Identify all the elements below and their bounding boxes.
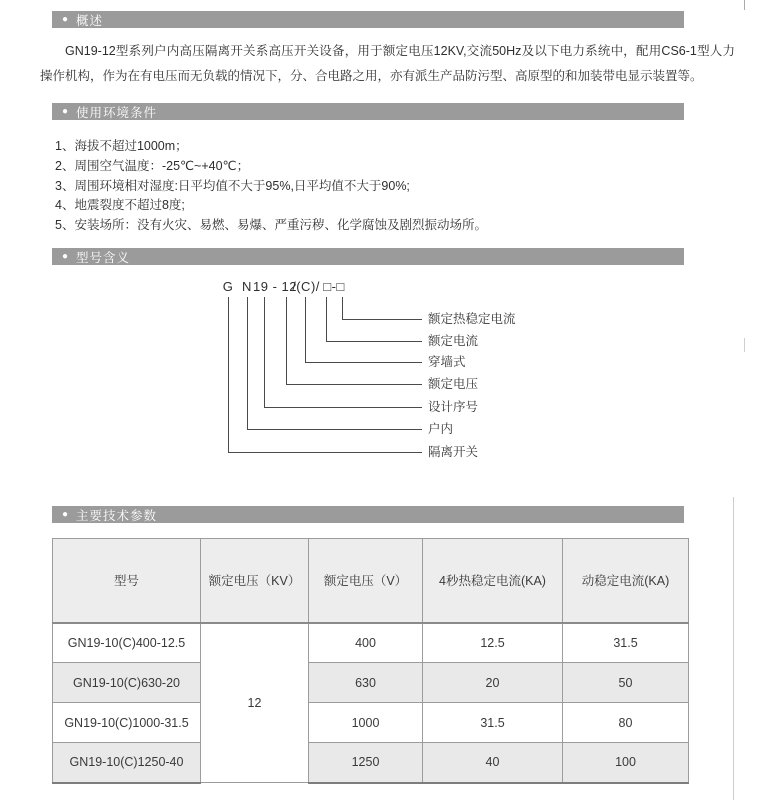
diagram-connector-line	[228, 297, 229, 452]
cell-value: 20	[423, 663, 563, 703]
cell-value: 100	[563, 743, 689, 783]
model-code-segment: 19 - 12	[253, 279, 297, 294]
scan-artifact-line	[733, 497, 734, 800]
cell-model: GN19-10(C)1250-40	[53, 743, 201, 783]
overview-paragraph: GN19-12型系列户内高压隔离开关系高压开关设备，用于额定电压12KV,交流50Hz及以下电力系统中，配用CS6-1型人力操作机构，作为在有电压而无负载的情况下，分、合电路之用，亦有派生产品防污型、高原型的和加装带电显示装置等。	[40, 44, 735, 83]
diagram-connector-line	[247, 297, 248, 429]
section-title-environment: 使用环境条件	[76, 105, 158, 120]
list-item: 2、周围空气温度：-25℃~+40℃；	[55, 158, 250, 173]
list-item: 4、地震裂度不超过8度;	[55, 198, 185, 213]
model-code-label: 隔离开关	[428, 445, 479, 459]
list-item: 5、安装场所：没有火灾、易燃、易爆、严重污秽、化学腐蚀及剧烈振动场所。	[55, 218, 487, 233]
col-header-rated-voltage-kv: 额定电压（KV）	[201, 539, 309, 623]
table-header-row	[53, 539, 689, 623]
section-title-model: 型号含义	[76, 250, 131, 265]
cell-value: 50	[563, 663, 689, 703]
model-code-label: 额定电压	[428, 377, 479, 391]
section-title-parameters: 主要技术参数	[76, 508, 158, 523]
cell-value: 31.5	[563, 623, 689, 663]
list-item: 3、周围环境相对湿度:日平均值不大于95%,日平均值不大于90%;	[55, 178, 410, 193]
diagram-connector-line	[326, 341, 422, 342]
diagram-connector-line	[286, 384, 422, 385]
diagram-connector-line	[305, 297, 306, 362]
diagram-connector-line	[342, 297, 343, 319]
model-code-segment: G	[222, 279, 234, 294]
diagram-connector-line	[286, 297, 287, 384]
diagram-connector-line	[342, 319, 422, 320]
diagram-connector-line	[247, 429, 422, 430]
section-header-overview	[52, 11, 684, 28]
cell-value: 80	[563, 703, 689, 743]
scan-artifact-line	[744, 338, 745, 352]
cell-value: 40	[423, 743, 563, 783]
section-header-environment	[52, 103, 684, 120]
section-title-overview: 概述	[76, 13, 104, 28]
bullet-icon: ●	[62, 508, 70, 520]
environment-conditions-list	[55, 137, 715, 236]
parameters-table	[52, 538, 688, 784]
model-code-label: 户内	[428, 422, 454, 436]
model-code-label: 额定电流	[428, 334, 479, 348]
bullet-icon: ●	[62, 105, 70, 117]
cell-value: 400	[309, 623, 423, 663]
section-header-model	[52, 248, 684, 265]
bullet-icon: ●	[62, 13, 70, 25]
table-row	[53, 703, 689, 743]
cell-value: 1000	[309, 703, 423, 743]
model-code-segment: □-□	[323, 279, 345, 294]
cell-model: GN19-10(C)400-12.5	[53, 623, 201, 663]
cell-rated-voltage-merged: 12	[201, 623, 309, 783]
bullet-icon: ●	[62, 250, 70, 262]
col-header-rated-voltage-v: 额定电压（V）	[309, 539, 423, 623]
cell-model: GN19-10(C)1000-31.5	[53, 703, 201, 743]
cell-value: 31.5	[423, 703, 563, 743]
list-item: 1、海拔不超过1000m；	[55, 139, 188, 153]
diagram-connector-line	[305, 362, 422, 363]
table-row	[53, 623, 689, 663]
scan-artifact-line	[744, 0, 745, 10]
model-code-label: 穿墙式	[428, 355, 466, 369]
model-code-label: 额定热稳定电流	[428, 312, 516, 326]
section-header-parameters	[52, 506, 684, 523]
diagram-connector-line	[264, 297, 265, 407]
diagram-connector-line	[228, 452, 422, 453]
table-row	[53, 743, 689, 783]
model-code-segment: /(C)/	[292, 279, 320, 294]
model-code-segment: N	[242, 279, 252, 294]
cell-model: GN19-10(C)630-20	[53, 663, 201, 703]
table-row	[53, 663, 689, 703]
diagram-connector-line	[264, 407, 422, 408]
diagram-connector-line	[326, 297, 327, 341]
cell-value: 1250	[309, 743, 423, 783]
col-header-thermal-current: 4秒热稳定电流(KA)	[423, 539, 563, 623]
cell-value: 630	[309, 663, 423, 703]
cell-value: 12.5	[423, 623, 563, 663]
col-header-model: 型号	[53, 539, 201, 623]
model-code-label: 设计序号	[428, 400, 479, 414]
col-header-dynamic-current: 动稳定电流(KA)	[563, 539, 689, 623]
